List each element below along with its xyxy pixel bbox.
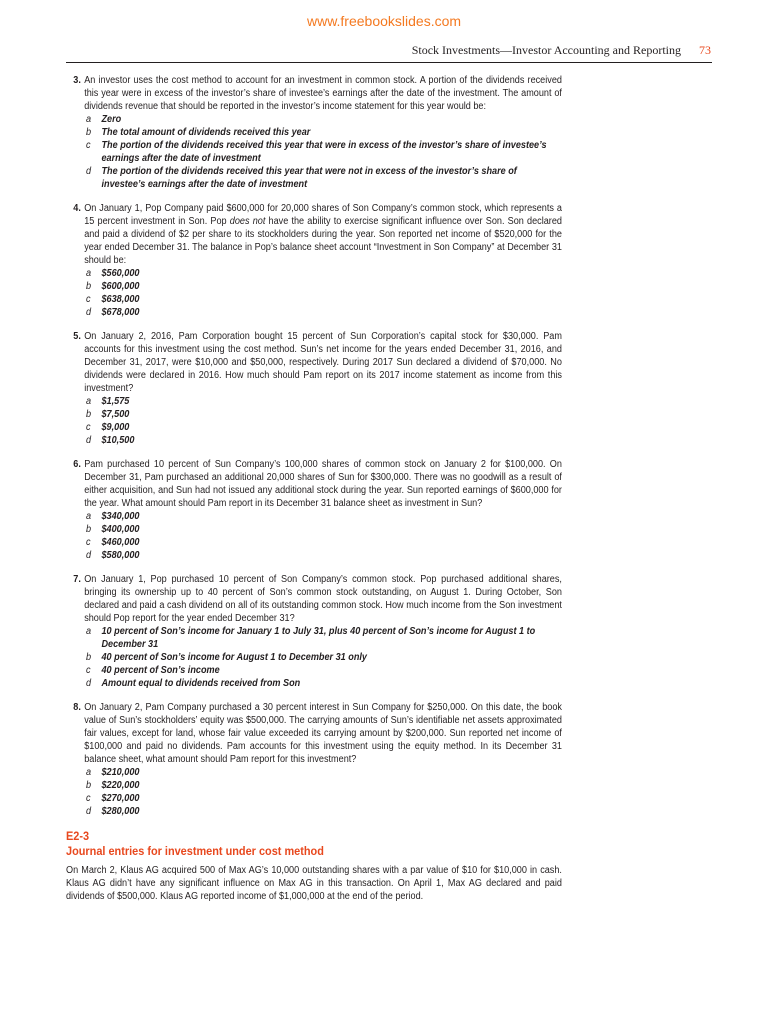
option-letter: b	[86, 524, 92, 535]
question-number: 5.	[73, 331, 81, 342]
option-text: 40 percent of Son’s income for August 1 to December 31 only	[101, 652, 367, 663]
exercise-body: On March 2, Klaus AG acquired 500 of Max AG’s 10,000 outstanding shares with a par value of $10 for $10,000 in cash. Klaus AG didn’t have any significant influence on Max AG in this transaction. On April 1, Max AG declared and paid dividends of $500,000. Klaus AG reported income of $1,000,000 at the end of the period.	[66, 865, 562, 902]
exercise-title: Journal entries for investment under cost method	[66, 844, 324, 858]
option-a	[86, 510, 562, 523]
option-letter: c	[86, 665, 91, 676]
option-text: The portion of the dividends received this year that were in excess of the investor’s share of investee’s earnings after the date of investment	[101, 140, 547, 164]
option-text: $560,000	[101, 268, 140, 279]
question-7	[66, 573, 562, 690]
option-letter: d	[86, 678, 92, 689]
option-letter: d	[86, 806, 92, 817]
option-letter: a	[86, 511, 92, 522]
question-number: 4.	[73, 203, 81, 214]
option-letter: d	[86, 166, 92, 177]
option-text: $460,000	[101, 537, 140, 548]
running-header	[412, 43, 711, 58]
question-stem: An investor uses the cost method to account for an investment in common stock. A portion of the dividends received this year were in excess of the investor’s share of investee’s earnings after the date of the investment. The amount of dividends revenue that should be reported in the investor’s income statement for this year would be:	[84, 75, 562, 112]
header-rule	[66, 62, 712, 63]
option-letter: b	[86, 127, 92, 138]
option-letter: c	[86, 140, 91, 151]
option-text: $400,000	[101, 524, 140, 535]
option-b	[86, 523, 562, 536]
option-letter: a	[86, 626, 92, 637]
option-c	[86, 293, 562, 306]
option-text: $678,000	[101, 307, 140, 318]
option-letter: a	[86, 767, 92, 778]
option-letter: c	[86, 422, 91, 433]
option-c	[86, 536, 562, 549]
question-stem: On January 2, Pam Company purchased a 30 percent interest in Sun Company for $250,000. On this date, the book value of Sun’s stockholders’ equity was $500,000. The carrying amounts of Sun’s identifiable net assets approximated fair values, except for land, whose fair value exceeded its carrying amount by $200,000. Sun reported net income of $100,000 and paid no dividends. Pam accounts for this investment using the equity method. In its December 31 balance sheet, what amount should Pam report for this investment?	[84, 702, 562, 765]
option-text: 40 percent of Son’s income	[101, 665, 220, 676]
option-a	[86, 625, 562, 651]
option-d	[86, 434, 562, 447]
option-text: $340,000	[101, 511, 140, 522]
option-letter: c	[86, 793, 91, 804]
chapter-title: Stock Investments—Investor Accounting and Reporting	[411, 43, 681, 57]
option-text: $1,575	[101, 396, 130, 407]
exercise-id: E2-3	[66, 829, 90, 843]
question-number: 3.	[73, 75, 81, 86]
page-content	[66, 74, 562, 903]
option-text: $210,000	[101, 767, 140, 778]
question-8	[66, 701, 562, 818]
question-stem: On January 2, 2016, Pam Corporation bought 15 percent of Sun Corporation’s capital stock for $30,000. Pam accounts for this investment using the cost method. Sun’s net income for the years ended December 31, 2016, and December 31, 2017, were $10,000 and $50,000, respectively. During 2017 Sun declared a dividend of $70,000. No dividends were declared in 2016. How much should Pam report on its 2017 income statement as income from this investment?	[84, 331, 562, 394]
watermark-link[interactable]: www.freebookslides.com	[306, 13, 462, 29]
question-number: 8.	[73, 702, 81, 713]
option-letter: a	[86, 396, 92, 407]
option-letter: d	[86, 550, 92, 561]
page-number: 73	[699, 43, 711, 57]
question-number: 7.	[73, 574, 81, 585]
option-letter: b	[86, 281, 92, 292]
option-a	[86, 267, 562, 280]
option-d	[86, 306, 562, 319]
option-letter: d	[86, 307, 92, 318]
option-d	[86, 677, 562, 690]
option-text: $7,500	[101, 409, 130, 420]
option-c	[86, 792, 562, 805]
question-stem: On January 1, Pop Company paid $600,000 for 20,000 shares of Son Company’s common stock, which represents a 15 percent investment in Son. Pop does not have the ability to exercise significant influence over Son. Son declared and paid a dividend of $2 per share to its stockholders during the year. Son reported net income of $520,000 for the year ended December 31. The balance in Pop’s balance sheet account “Investment in Son Company” at December 31 should be:	[84, 203, 562, 266]
option-letter: b	[86, 780, 92, 791]
option-text: $638,000	[101, 294, 140, 305]
option-c	[86, 139, 562, 165]
option-a	[86, 766, 562, 779]
option-letter: a	[86, 114, 92, 125]
option-b	[86, 408, 562, 421]
option-text: Amount equal to dividends received from Son	[101, 678, 301, 689]
option-a	[86, 113, 562, 126]
question-stem: On January 1, Pop purchased 10 percent of Son Company’s common stock. Pop purchased additional shares, bringing its ownership up to 40 percent of Son’s common stock outstanding, on August 1. During October, Son declared and paid a cash dividend on all of its outstanding common stock. How much income from the Son investment should Pop report for the year ended December 31?	[84, 574, 562, 624]
option-letter: b	[86, 409, 92, 420]
question-number: 6.	[73, 459, 81, 470]
option-letter: d	[86, 435, 92, 446]
option-text: $9,000	[101, 422, 130, 433]
option-d	[86, 549, 562, 562]
option-letter: b	[86, 652, 92, 663]
option-text: $10,500	[101, 435, 135, 446]
option-text: 10 percent of Son’s income for January 1 to July 31, plus 40 percent of Son’s income for August 1 to December 31	[101, 626, 536, 650]
option-text: $600,000	[101, 281, 140, 292]
question-6	[66, 458, 562, 562]
option-text: The portion of the dividends received this year that were not in excess of the investor’s share of investee’s earnings after the date of investment	[101, 166, 517, 190]
option-text: $270,000	[101, 793, 140, 804]
option-text: $220,000	[101, 780, 140, 791]
option-b	[86, 779, 562, 792]
question-4	[66, 202, 562, 319]
question-stem: Pam purchased 10 percent of Sun Company’s 100,000 shares of common stock on January 2 for $100,000. On December 31, Pam purchased an additional 20,000 shares of Sun for $300,000. There was no goodwill as a result of either acquisition, and Sun had not issued any additional stock during the year. Sun reported earnings of $600,000 for the year. What amount should Pam report in its December 31 balance sheet as investment in Sun?	[84, 459, 562, 509]
question-5	[66, 330, 562, 447]
option-letter: a	[86, 268, 92, 279]
option-b	[86, 280, 562, 293]
option-a	[86, 395, 562, 408]
option-d	[86, 165, 562, 191]
option-text: $580,000	[101, 550, 140, 561]
option-text: $280,000	[101, 806, 140, 817]
question-3	[66, 74, 562, 191]
option-d	[86, 805, 562, 818]
emphasis-text: does not	[229, 216, 266, 227]
option-c	[86, 421, 562, 434]
option-text: Zero	[101, 114, 122, 125]
option-letter: c	[86, 294, 91, 305]
option-letter: c	[86, 537, 91, 548]
option-b	[86, 126, 562, 139]
option-b	[86, 651, 562, 664]
option-c	[86, 664, 562, 677]
option-text: The total amount of dividends received this year	[101, 127, 311, 138]
